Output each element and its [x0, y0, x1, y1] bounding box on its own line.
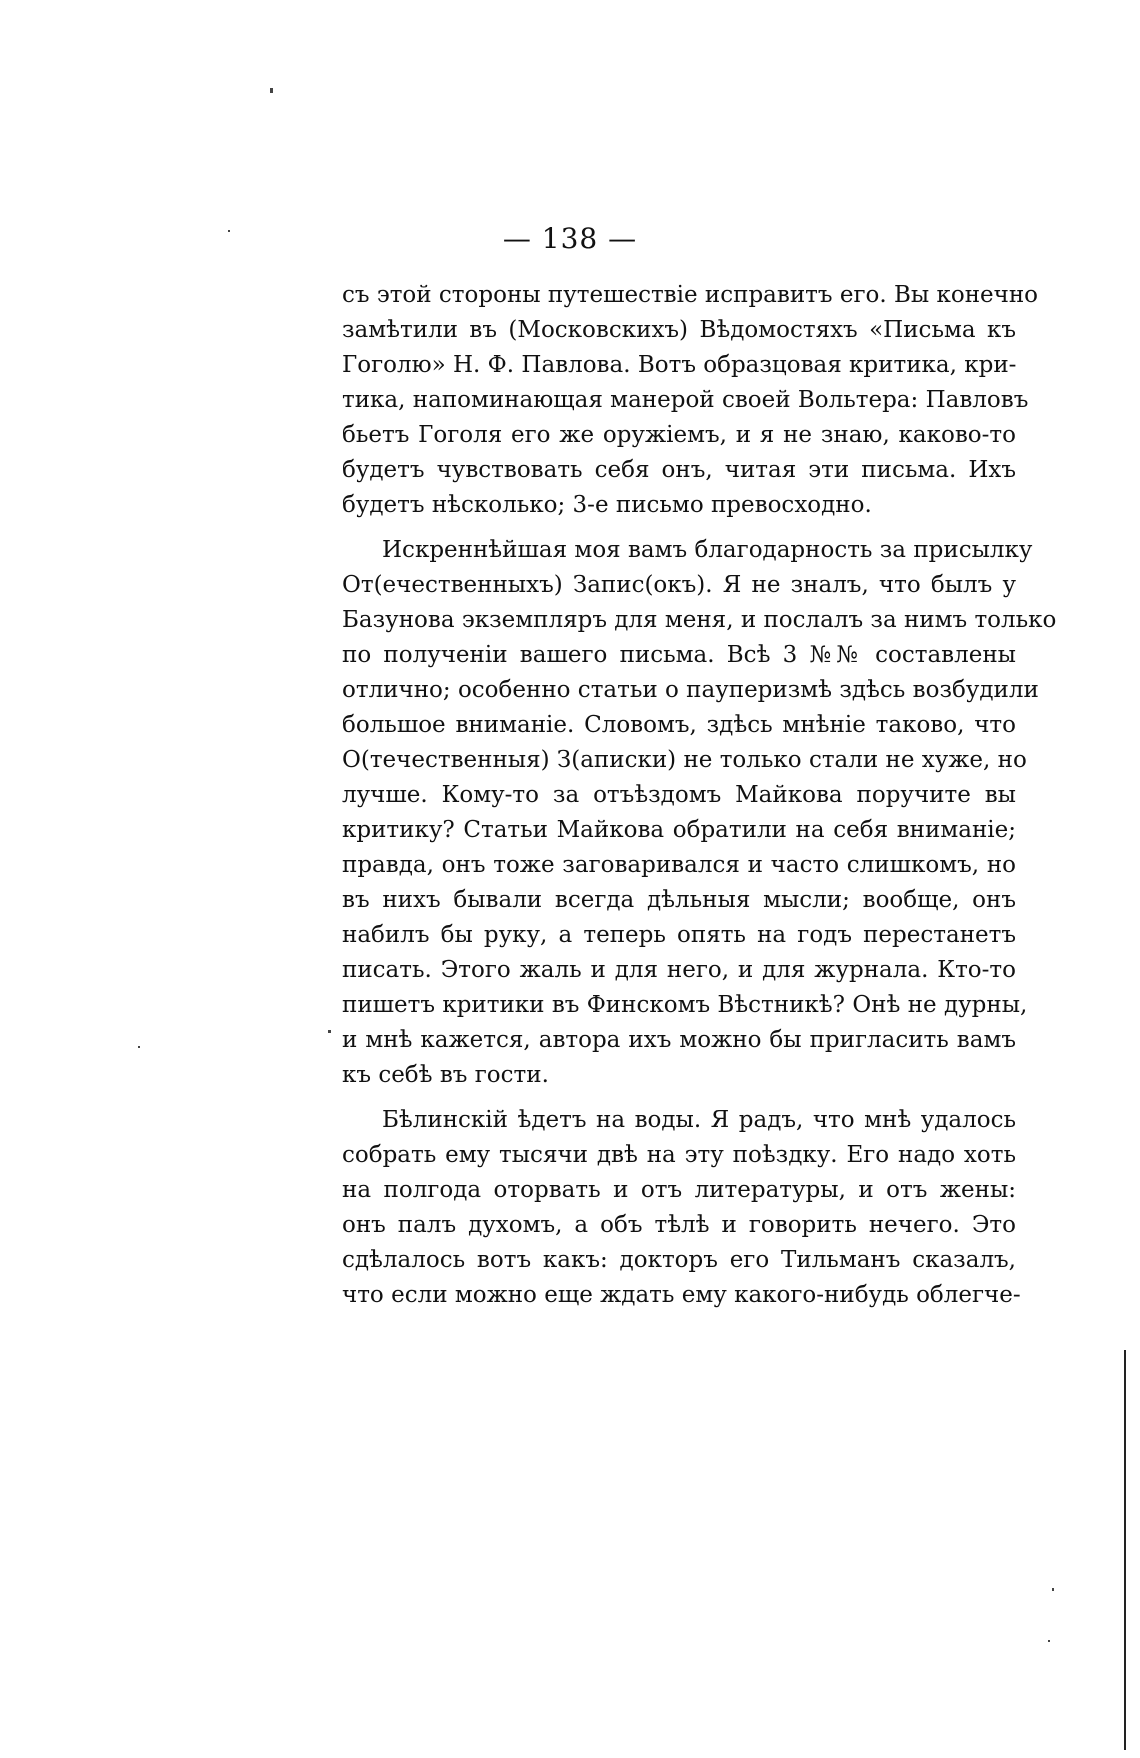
- paragraph-2: [342, 533, 1057, 1093]
- text-line: лучше. Кому-то за отъѣздомъ Майкова поручите вы: [342, 782, 1016, 808]
- text-line: замѣтили въ (Московскихъ) Вѣдомостяхъ «Письма къ: [342, 317, 1016, 343]
- scan-speck: [1048, 1640, 1050, 1642]
- paragraph-1: [342, 278, 1039, 523]
- scan-speck: [138, 1046, 140, 1048]
- text-line: собрать ему тысячи двѣ на эту поѣздку. Его надо хоть: [342, 1142, 1016, 1168]
- text-line: онъ палъ духомъ, а объ тѣлѣ и говорить нечего. Это: [342, 1212, 1016, 1238]
- paragraph-3: [342, 1103, 1021, 1313]
- text-line: что если можно еще ждать ему какого-нибудь облегче-: [342, 1282, 1021, 1308]
- text-line: писать. Этого жаль и для него, и для журнала. Кто-то: [342, 957, 1016, 983]
- text-line: Базунова экземпляръ для меня, и послалъ за нимъ только: [342, 607, 1057, 633]
- text-line: къ себѣ въ гости.: [342, 1062, 549, 1088]
- text-line: О(течественныя) З(аписки) не только стали не хуже, но: [342, 747, 1027, 773]
- text-line: большое вниманіе. Словомъ, здѣсь мнѣніе таково, что: [342, 712, 1016, 738]
- text-line: критику? Статьи Майкова обратили на себя вниманіе;: [342, 817, 1016, 843]
- text-line: на полгода оторвать и отъ литературы, и отъ жены:: [342, 1177, 1016, 1203]
- scan-speck: [270, 88, 273, 93]
- text-line: сдѣлалось вотъ какъ: докторъ его Тильманъ сказалъ,: [342, 1247, 1016, 1273]
- scan-edge-line: [1124, 1350, 1126, 1750]
- page-number: — 138 —: [502, 222, 638, 255]
- text-line: тика, напоминающая манерой своей Вольтера: Павловъ: [342, 387, 1029, 413]
- text-line: по полученіи вашего письма. Всѣ 3 №№ составлены: [342, 642, 1016, 668]
- text-line: правда, онъ тоже заговаривался и часто слишкомъ, но: [342, 852, 1016, 878]
- text-line: Гоголю» Н. Ф. Павлова. Вотъ образцовая критика, кри-: [342, 352, 1017, 378]
- text-line: набилъ бы руку, а теперь опять на годъ перестанетъ: [342, 922, 1016, 948]
- text-line: будетъ нѣсколько; 3-е письмо превосходно.: [342, 492, 872, 518]
- text-line: и мнѣ кажется, автора ихъ можно бы пригласить вамъ: [342, 1027, 1016, 1053]
- text-line: съ этой стороны путешествіе исправитъ его. Вы конечно: [342, 282, 1039, 308]
- text-line: будетъ чувствовать себя онъ, читая эти письма. Ихъ: [342, 457, 1016, 483]
- text-line: Искреннѣйшая моя вамъ благодарность за присылку: [382, 537, 1033, 563]
- text-line: въ нихъ бывали всегда дѣльныя мысли; вообще, онъ: [342, 887, 1016, 913]
- body-text: [342, 278, 1057, 1313]
- scan-speck: [328, 1030, 331, 1033]
- text-line: бьетъ Гоголя его же оружіемъ, и я не знаю, каково-то: [342, 422, 1016, 448]
- text-line: пишетъ критики въ Финскомъ Вѣстникѣ? Онѣ не дурны,: [342, 992, 1028, 1018]
- text-line: От(ечественныхъ) Запис(окъ). Я не зналъ, что былъ у: [342, 572, 1016, 598]
- text-line: отлично; особенно статьи о пауперизмѣ здѣсь возбудили: [342, 677, 1039, 703]
- text-line: Бѣлинскій ѣдетъ на воды. Я радъ, что мнѣ удалось: [382, 1107, 1016, 1133]
- scan-speck: [1052, 1588, 1054, 1591]
- scan-speck: [228, 230, 230, 232]
